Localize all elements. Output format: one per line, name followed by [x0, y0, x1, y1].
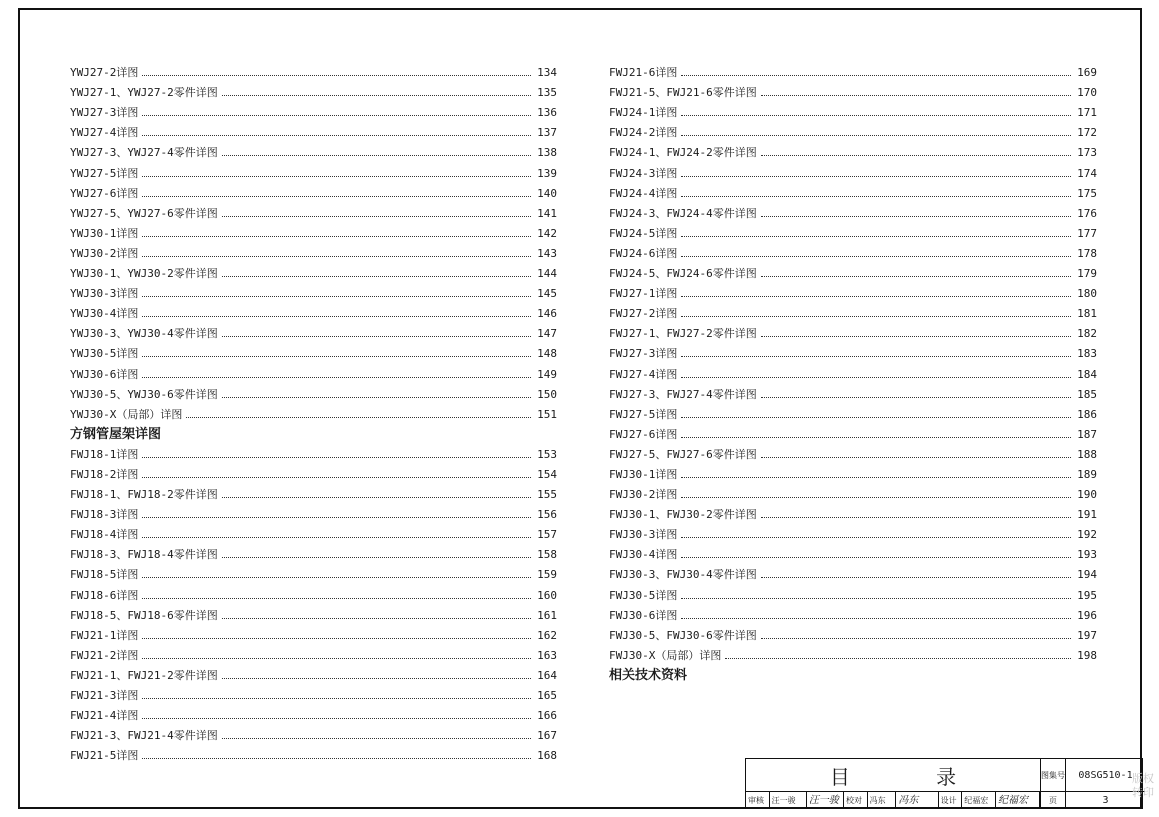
- toc-entry-title: YWJ30-5详图: [70, 347, 139, 361]
- drawing-title: 目 录: [829, 764, 997, 789]
- toc-entry: [609, 421, 1097, 441]
- dot-leader: [142, 718, 531, 719]
- toc-entry-page: 135: [537, 86, 557, 100]
- toc-entry-title: FWJ24-2详图: [609, 126, 678, 140]
- toc-entry-page: 184: [1077, 367, 1097, 381]
- toc-entry-page: 193: [1077, 548, 1097, 562]
- toc-entry-page: 172: [1077, 126, 1097, 140]
- toc-entry-title: FWJ24-1、FWJ24-2零件详图: [609, 146, 757, 160]
- signature-label: 设计: [939, 792, 963, 809]
- dot-leader: [761, 95, 1071, 96]
- toc-entry: [70, 481, 557, 501]
- dot-leader: [681, 256, 1071, 257]
- toc-entry-page: 153: [537, 447, 557, 461]
- dot-leader: [761, 216, 1071, 217]
- toc-entry-page: 188: [1077, 447, 1097, 461]
- toc-entry-title: YWJ27-6详图: [70, 186, 139, 200]
- toc-entry-title: FWJ30-2详图: [609, 488, 678, 502]
- toc-entry-title: FWJ27-6详图: [609, 427, 678, 441]
- dot-leader: [222, 276, 531, 277]
- toc-entry: [70, 320, 557, 340]
- toc-entry-title: FWJ30-X（局部）详图: [609, 648, 722, 662]
- toc-entry-title: YWJ27-1、YWJ27-2零件详图: [70, 86, 218, 100]
- toc-entry: [609, 501, 1097, 521]
- toc-entry: [609, 300, 1097, 320]
- dot-leader: [681, 437, 1071, 438]
- toc-entry-page: 141: [537, 206, 557, 220]
- toc-entry: [609, 481, 1097, 501]
- toc-entry-page: 148: [537, 347, 557, 361]
- toc-entry-page: 174: [1077, 166, 1097, 180]
- toc-entry-title: FWJ30-3详图: [609, 528, 678, 542]
- toc-entry-title: FWJ27-4详图: [609, 367, 678, 381]
- toc-entry-title: FWJ30-5、FWJ30-6零件详图: [609, 628, 757, 642]
- toc-entry-title: FWJ21-2详图: [70, 648, 139, 662]
- toc-entry-page: 157: [537, 528, 557, 542]
- toc-entry-page: 134: [537, 66, 557, 80]
- toc-entry: [70, 300, 557, 320]
- toc-entry: [70, 722, 557, 742]
- toc-entry-page: 145: [537, 287, 557, 301]
- toc-entry: [70, 159, 557, 179]
- toc-entry-title: YWJ30-6详图: [70, 367, 139, 381]
- toc-entry-page: 162: [537, 628, 557, 642]
- dot-leader: [142, 296, 531, 297]
- toc-entry-title: FWJ18-1详图: [70, 447, 139, 461]
- page-label: 页: [1041, 792, 1066, 809]
- dot-leader: [761, 577, 1071, 578]
- toc-column-left: [70, 59, 557, 762]
- title-block-info: [1040, 759, 1145, 809]
- signature: 汪一骏: [807, 792, 844, 809]
- toc-entry-title: FWJ27-1详图: [609, 287, 678, 301]
- toc-entry-page: 186: [1077, 407, 1097, 421]
- toc-entry-page: 176: [1077, 206, 1097, 220]
- toc-entry-page: 144: [537, 267, 557, 281]
- dot-leader: [681, 477, 1071, 478]
- dot-leader: [681, 417, 1071, 418]
- toc-entry: [609, 280, 1097, 300]
- toc-entry-title: FWJ27-5、FWJ27-6零件详图: [609, 447, 757, 461]
- title-block: [745, 758, 1143, 809]
- toc-entry: [70, 119, 557, 139]
- toc-entry: [70, 742, 557, 762]
- toc-entry: [609, 79, 1097, 99]
- toc-entry: [609, 622, 1097, 642]
- toc-entry-page: 187: [1077, 427, 1097, 441]
- dot-leader: [142, 176, 531, 177]
- toc-entry-title: YWJ27-2详图: [70, 66, 139, 80]
- dot-leader: [142, 196, 531, 197]
- toc-entry: [70, 99, 557, 119]
- toc-entry-title: YWJ30-2详图: [70, 246, 139, 260]
- toc-entry: [70, 260, 557, 280]
- toc-entry: [70, 602, 557, 622]
- atlas-number: 08SG510-1: [1078, 769, 1133, 781]
- toc-entry-page: 189: [1077, 467, 1097, 481]
- signature-label: 汪一骏: [770, 792, 807, 809]
- toc-entry-title: FWJ18-5详图: [70, 568, 139, 582]
- toc-entry-title: FWJ24-5、FWJ24-6零件详图: [609, 267, 757, 281]
- dot-leader: [681, 618, 1071, 619]
- toc-entry-title: YWJ27-3详图: [70, 106, 139, 120]
- toc-column-right: [609, 59, 1097, 682]
- toc-entry-title: YWJ30-X（局部）详图: [70, 407, 183, 421]
- toc-entry-page: 191: [1077, 508, 1097, 522]
- toc-entry: [70, 461, 557, 481]
- toc-entry-title: FWJ21-6详图: [609, 66, 678, 80]
- dot-leader: [761, 638, 1071, 639]
- toc-entry-title: YWJ27-3、YWJ27-4零件详图: [70, 146, 218, 160]
- dot-leader: [142, 638, 531, 639]
- toc-entry: [609, 521, 1097, 541]
- dot-leader: [142, 577, 531, 578]
- toc-entry: [70, 240, 557, 260]
- toc-entry-title: FWJ24-4详图: [609, 186, 678, 200]
- toc-entry-title: FWJ27-3、FWJ27-4零件详图: [609, 387, 757, 401]
- dot-leader: [681, 135, 1071, 136]
- toc-entry-page: 160: [537, 588, 557, 602]
- toc-entry: [609, 381, 1097, 401]
- toc-entry-page: 195: [1077, 588, 1097, 602]
- signature-row: [746, 792, 1040, 809]
- toc-entry-page: 192: [1077, 528, 1097, 542]
- dot-leader: [142, 698, 531, 699]
- dot-leader: [681, 75, 1071, 76]
- toc-entry-title: YWJ30-4详图: [70, 307, 139, 321]
- signature: 纪福宏: [996, 792, 1040, 809]
- toc-entry: [70, 662, 557, 682]
- toc-entry: [609, 220, 1097, 240]
- dot-leader: [681, 497, 1071, 498]
- signature-label: 审核: [746, 792, 770, 809]
- toc-entry-page: 147: [537, 327, 557, 341]
- dot-leader: [681, 176, 1071, 177]
- toc-entry-title: YWJ30-1、YWJ30-2零件详图: [70, 267, 218, 281]
- toc-entry-title: FWJ27-1、FWJ27-2零件详图: [609, 327, 757, 341]
- dot-leader: [142, 256, 531, 257]
- toc-entry: [70, 220, 557, 240]
- toc-entry-page: 158: [537, 548, 557, 562]
- atlas-number-label: 图集号: [1041, 759, 1066, 791]
- toc-entry-title: FWJ18-3、FWJ18-4零件详图: [70, 548, 218, 562]
- dot-leader: [681, 537, 1071, 538]
- toc-entry: [609, 561, 1097, 581]
- toc-entry: [70, 581, 557, 601]
- toc-entry: [609, 200, 1097, 220]
- toc-entry-title: YWJ27-5详图: [70, 166, 139, 180]
- dot-leader: [222, 678, 531, 679]
- dot-leader: [681, 557, 1071, 558]
- toc-entry-page: 150: [537, 387, 557, 401]
- toc-entry-page: 170: [1077, 86, 1097, 100]
- toc-entry-page: 146: [537, 307, 557, 321]
- page-number: 3: [1102, 795, 1109, 806]
- toc-entry: [609, 441, 1097, 461]
- toc-entry-page: 182: [1077, 327, 1097, 341]
- toc-entry-title: FWJ21-4详图: [70, 709, 139, 723]
- toc-entry-page: 180: [1077, 287, 1097, 301]
- toc-entry-title: YWJ30-3、YWJ30-4零件详图: [70, 327, 218, 341]
- toc-entry-page: 139: [537, 166, 557, 180]
- dot-leader: [681, 296, 1071, 297]
- dot-leader: [681, 316, 1071, 317]
- toc-entry-title: FWJ18-1、FWJ18-2零件详图: [70, 488, 218, 502]
- dot-leader: [142, 135, 531, 136]
- toc-entry: [609, 642, 1097, 662]
- toc-entry: [609, 59, 1097, 79]
- toc-entry-title: FWJ27-5详图: [609, 407, 678, 421]
- toc-entry: [609, 159, 1097, 179]
- toc-entry-page: 155: [537, 488, 557, 502]
- toc-entry-title: FWJ30-6详图: [609, 608, 678, 622]
- toc-entry: [70, 622, 557, 642]
- toc-entry-title: FWJ24-1详图: [609, 106, 678, 120]
- toc-entry-title: FWJ21-1详图: [70, 628, 139, 642]
- toc-entry-title: YWJ30-3详图: [70, 287, 139, 301]
- toc-entry-page: 175: [1077, 186, 1097, 200]
- toc-entry: [70, 381, 557, 401]
- toc-entry: [609, 240, 1097, 260]
- toc-entry: [70, 340, 557, 360]
- dot-leader: [222, 618, 531, 619]
- toc-entry-title: FWJ18-6详图: [70, 588, 139, 602]
- toc-entry-title: FWJ21-1、FWJ21-2零件详图: [70, 668, 218, 682]
- toc-entry-title: FWJ24-3、FWJ24-4零件详图: [609, 206, 757, 220]
- signature-label: 冯东: [868, 792, 897, 809]
- toc-entry-title: FWJ30-3、FWJ30-4零件详图: [609, 568, 757, 582]
- dot-leader: [142, 658, 531, 659]
- toc-entry: [70, 682, 557, 702]
- toc-entry: [70, 280, 557, 300]
- toc-entry-page: 190: [1077, 488, 1097, 502]
- toc-entry: [609, 320, 1097, 340]
- toc-entry-page: 179: [1077, 267, 1097, 281]
- toc-entry-page: 169: [1077, 66, 1097, 80]
- dot-leader: [142, 758, 531, 759]
- toc-entry-page: 185: [1077, 387, 1097, 401]
- dot-leader: [142, 356, 531, 357]
- dot-leader: [142, 457, 531, 458]
- toc-entry-title: FWJ30-1详图: [609, 467, 678, 481]
- toc-entry: [609, 602, 1097, 622]
- toc-entry-title: FWJ18-3详图: [70, 508, 139, 522]
- toc-entry: [70, 360, 557, 380]
- toc-entry-page: 156: [537, 508, 557, 522]
- toc-entry: [70, 180, 557, 200]
- toc-entry-page: 151: [537, 407, 557, 421]
- dot-leader: [142, 537, 531, 538]
- toc-entry: [70, 642, 557, 662]
- dot-leader: [142, 377, 531, 378]
- toc-entry: [609, 139, 1097, 159]
- toc-entry-title: 相关技术资料: [609, 667, 688, 683]
- toc-entry-title: FWJ30-1、FWJ30-2零件详图: [609, 508, 757, 522]
- toc-entry-page: 163: [537, 648, 557, 662]
- signature: 冯东: [896, 792, 938, 809]
- dot-leader: [222, 336, 531, 337]
- toc-entry-page: 161: [537, 608, 557, 622]
- toc-entry-page: 196: [1077, 608, 1097, 622]
- dot-leader: [761, 336, 1071, 337]
- toc-entry: [70, 521, 557, 541]
- toc-entry-page: 143: [537, 246, 557, 260]
- toc-entry-title: 方钢管屋架详图: [70, 426, 162, 442]
- toc-entry-title: FWJ21-3、FWJ21-4零件详图: [70, 729, 218, 743]
- toc-entry: [609, 340, 1097, 360]
- toc-entry-title: YWJ30-5、YWJ30-6零件详图: [70, 387, 218, 401]
- toc-entry: [609, 461, 1097, 481]
- toc-entry-page: 181: [1077, 307, 1097, 321]
- dot-leader: [681, 377, 1071, 378]
- toc-entry: [70, 702, 557, 722]
- toc-entry-page: 165: [537, 689, 557, 702]
- dot-leader: [142, 598, 531, 599]
- toc-entry: [609, 401, 1097, 421]
- toc-entry-title: FWJ18-2详图: [70, 467, 139, 481]
- toc-entry: [609, 119, 1097, 139]
- toc-entry-page: 140: [537, 186, 557, 200]
- dot-leader: [222, 397, 531, 398]
- toc-entry: [609, 260, 1097, 280]
- toc-entry: [609, 541, 1097, 561]
- toc-entry-title: FWJ24-3详图: [609, 166, 678, 180]
- toc-entry: [609, 180, 1097, 200]
- toc-entry-title: FWJ24-5详图: [609, 226, 678, 240]
- toc-entry-page: 177: [1077, 226, 1097, 240]
- toc-section-heading: [609, 662, 1097, 682]
- toc-entry: [609, 360, 1097, 380]
- dot-leader: [222, 557, 531, 558]
- toc-entry-page: 159: [537, 568, 557, 582]
- dot-leader: [142, 316, 531, 317]
- toc-entry-title: FWJ30-5详图: [609, 588, 678, 602]
- toc-entry-page: 197: [1077, 628, 1097, 642]
- dot-leader: [761, 397, 1071, 398]
- toc-entry: [609, 581, 1097, 601]
- toc-entry-page: 138: [537, 146, 557, 160]
- signature-label: 纪福宏: [962, 792, 996, 809]
- toc-entry-title: YWJ30-1详图: [70, 226, 139, 240]
- toc-entry-title: FWJ30-4详图: [609, 548, 678, 562]
- toc-entry-page: 166: [537, 709, 557, 723]
- toc-entry-title: FWJ24-6详图: [609, 246, 678, 260]
- toc-entry-title: FWJ18-4详图: [70, 528, 139, 542]
- toc-entry: [70, 441, 557, 461]
- dot-leader: [761, 517, 1071, 518]
- signature-label: 校对: [844, 792, 868, 809]
- toc-entry: [70, 541, 557, 561]
- toc-entry-page: 198: [1077, 648, 1097, 662]
- toc-entry: [70, 200, 557, 220]
- dot-leader: [142, 517, 531, 518]
- dot-leader: [681, 598, 1071, 599]
- dot-leader: [681, 115, 1071, 116]
- toc-entry-title: FWJ21-5详图: [70, 749, 139, 763]
- dot-leader: [222, 738, 531, 739]
- toc-section-heading: [70, 421, 557, 441]
- toc-entry-page: 194: [1077, 568, 1097, 582]
- toc-entry-page: 149: [537, 367, 557, 381]
- toc-entry-title: YWJ27-5、YWJ27-6零件详图: [70, 206, 218, 220]
- toc-entry-page: 167: [537, 729, 557, 743]
- dot-leader: [186, 417, 531, 418]
- toc-entry-page: 164: [537, 668, 557, 682]
- dot-leader: [681, 196, 1071, 197]
- dot-leader: [761, 276, 1071, 277]
- toc-entry-title: YWJ27-4详图: [70, 126, 139, 140]
- toc-entry-page: 154: [537, 467, 557, 481]
- toc-entry: [70, 401, 557, 421]
- toc-entry-title: FWJ27-2详图: [609, 307, 678, 321]
- toc-entry-page: 183: [1077, 347, 1097, 361]
- toc-entry-title: FWJ21-5、FWJ21-6零件详图: [609, 86, 757, 100]
- dot-leader: [222, 216, 531, 217]
- dot-leader: [761, 155, 1071, 156]
- title-block-title-row: [746, 759, 1040, 792]
- toc-entry-page: 142: [537, 226, 557, 240]
- toc-entry: [70, 501, 557, 521]
- toc-entry: [70, 139, 557, 159]
- toc-entry-title: FWJ27-3详图: [609, 347, 678, 361]
- toc-entry: [70, 59, 557, 79]
- toc-entry: [70, 561, 557, 581]
- dot-leader: [142, 115, 531, 116]
- toc-entry: [609, 99, 1097, 119]
- dot-leader: [222, 497, 531, 498]
- dot-leader: [681, 356, 1071, 357]
- toc-entry-page: 178: [1077, 246, 1097, 260]
- dot-leader: [681, 236, 1071, 237]
- dot-leader: [222, 95, 531, 96]
- watermark: 版权转印: [1132, 772, 1154, 799]
- dot-leader: [725, 658, 1071, 659]
- toc-entry: [70, 79, 557, 99]
- toc-entry-title: FWJ21-3详图: [70, 689, 139, 702]
- toc-entry-page: 171: [1077, 106, 1097, 120]
- toc-entry-page: 137: [537, 126, 557, 140]
- toc-entry-page: 168: [537, 749, 557, 763]
- dot-leader: [142, 236, 531, 237]
- dot-leader: [142, 75, 531, 76]
- toc-entry-page: 173: [1077, 146, 1097, 160]
- toc-entry-title: FWJ18-5、FWJ18-6零件详图: [70, 608, 218, 622]
- toc-entry-page: 136: [537, 106, 557, 120]
- dot-leader: [761, 457, 1071, 458]
- dot-leader: [142, 477, 531, 478]
- dot-leader: [222, 155, 531, 156]
